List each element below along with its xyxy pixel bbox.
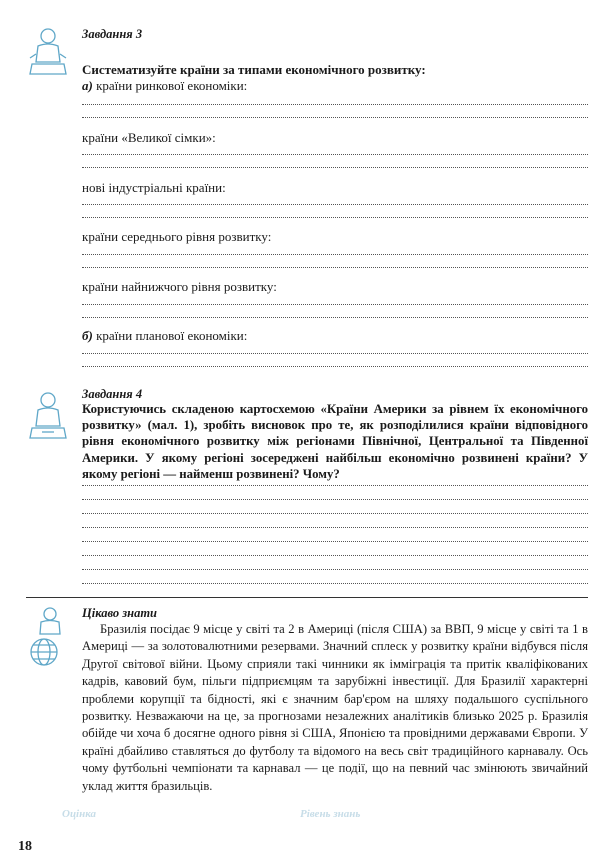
globe-student-icon <box>24 604 74 668</box>
answer-line[interactable] <box>82 304 588 305</box>
item-a-label: країни ринкової економіки: <box>92 78 248 93</box>
answer-line[interactable] <box>82 167 588 168</box>
item-b-label: країни планової економіки: <box>92 328 248 343</box>
item-middle-level: країни середнього рівня розвитку: <box>82 229 272 244</box>
task3-title: Завдання 3 <box>82 27 143 41</box>
item-b-marker: б) <box>82 328 93 343</box>
answer-line[interactable] <box>82 154 588 155</box>
answer-line[interactable] <box>82 569 588 570</box>
item-lowest-level: країни найнижчого рівня розвитку: <box>82 279 277 294</box>
page-number: 18 <box>18 839 32 854</box>
answer-line[interactable] <box>82 485 588 486</box>
item-nic: нові індустріальні країни: <box>82 180 226 195</box>
knowledge-level-label: Рівень знань <box>300 808 361 820</box>
answer-line[interactable] <box>82 513 588 514</box>
student-writing-icon <box>24 388 72 442</box>
answer-line[interactable] <box>82 366 588 367</box>
grade-label: Оцінка <box>62 808 97 820</box>
answer-line[interactable] <box>82 527 588 528</box>
fact-text: Бразилія посідає 9 місце у світі та 2 в Америці (після США) за ВВП, 9 місце у світі та 1 в Америці — за золотовалютними резервами. Значний сплеск у розвитку країни відбувся після Другої світової війни. Цьому сприяли такі чинники як імміграція та притік кваліфікованих кадрів, кавовий бум, пільги підприємцям та зарубіжні інвестиції. Для Бразилії характерні проблеми корупції та бідності, які є значним бар'єром на шляху подальшого суспільного розвитку. Незважаючи на це, за прогнозами незалежних аналітиків близько 2025 р. Бразилія обійде чи хоча б досягне одного рівня зі США, Японією та провідними державами Європи. У країні дбайливо ставляться до футболу та відомого на весь світ традиційного карнавалу. Ось чому футбольні чемпіонати та карнавал — це події, що на певний час змінюють звичайний уклад життя бразильців. <box>82 622 588 793</box>
answer-line[interactable] <box>82 254 588 255</box>
answer-line[interactable] <box>82 204 588 205</box>
item-market-economy <box>82 78 247 94</box>
task4-text: Користуючись складеною картосхемою «Країни Америки за рівнем їх економічного розвитку» (мал. 1), зробіть висновок про те, як розподілилися країни відповідного рівня економічного розвитку між регіонами Північної, Центральної та Південної Америки. У якому регіоні зосереджені найбільш економічно розвинені країни? У якому регіоні — найменш розвинені? Чому? <box>82 402 588 481</box>
item-big-seven: країни «Великої сімки»: <box>82 130 216 145</box>
answer-line[interactable] <box>82 317 588 318</box>
answer-line[interactable] <box>82 267 588 268</box>
item-a-marker: а) <box>82 78 93 93</box>
section-divider <box>26 597 588 598</box>
answer-line[interactable] <box>82 353 588 354</box>
student-reading-icon <box>24 24 72 78</box>
fact-title: Цікаво знати <box>82 606 158 620</box>
task4-title: Завдання 4 <box>82 387 143 401</box>
answer-line[interactable] <box>82 583 588 584</box>
answer-line[interactable] <box>82 217 588 218</box>
item-planned-economy <box>82 328 247 344</box>
answer-line[interactable] <box>82 541 588 542</box>
answer-line[interactable] <box>82 117 588 118</box>
answer-line[interactable] <box>82 499 588 500</box>
answer-line[interactable] <box>82 104 588 105</box>
task3-instruction: Систематизуйте країни за типами економічного розвитку: <box>82 62 426 77</box>
answer-line[interactable] <box>82 555 588 556</box>
